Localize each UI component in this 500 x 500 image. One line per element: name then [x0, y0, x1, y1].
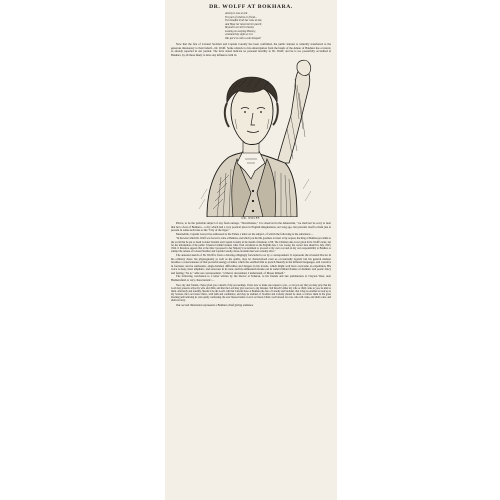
quoted-letter: "In the letter which Dr. Wolff was forced to write at Bokhara, and which you had the goodness to insert at my request, the King of Bokhara proclaims to the world that he put to death Colonel Stoddart and Captain Conolly in the month of Ramzan, 1259. The Christian date is not given in Dr. Wolff's letter, but for the information of the public I inserted within brackets what I had calculated as the Englsih date. I was wrong; the correct date should be July, 1843, 1842. It therefore appears that at the time I proposed to her Majesty's Government to proceed at my own cost and on my own responsibility to Bokhara to attempt the release of Colonel Stoddart and Captain Conolly, those excellent men were actually alive.": [171, 237, 331, 253]
article-body-bottom: [165, 222, 337, 302]
head: [231, 85, 273, 145]
portrait-illustration: [171, 59, 331, 217]
coat-button: [252, 190, 254, 192]
paragraph: The following conclusion to a letter written by the Doctor at Teheran, to his friends and late parishioners at Clayton West, near Huddersfield, is very characteristic:—: [171, 274, 331, 282]
figure-caption: DR. WOLFF.: [241, 217, 261, 221]
poem-line: Was par'd on with a calm Despair!: [225, 36, 262, 40]
paragraph: Now that the fate of Colonel Stoddart and Captain Conolly has been confirmed, the public interest is naturally transferred to the generous missionary to their behalf—Dr. Wolff. Some obstacle to his emancipation from the hands of the Ameer of Bokhara has occurred, as already reported in our journal. The facts stated indicate no personal hostility to Dr. Wolff; and he is too powerfully accredited at Bokhara, by all those likely to have any influence with its: [171, 42, 331, 57]
coat-button: [252, 200, 254, 202]
paragraph: The annexed sketch of Dr. Wolff is from a drawing obligingly forwarded to us by a correspondent. It represents the reverend Doctor in his ordinary dress: his physiognomy as well as his spirits, may be characterised even as occasionally boyish; but his general manner breathes a consciousness of that powerful energy of mind, which has enabled him to preach fluently in the different languages, and conceive in fourteen; and he surmounts, single-handed, difficulties and dangers in his travels, which might well have overcome an expedition. His voice is deep, most emphatic, and sonorous in its tone; and his enthusiasm breaks out in some brilliant flashes of dramatic and poetic fancy and feeling: "he is," adds our correspondent, "a liberal, descendant, I understand, of Moses himself.": [171, 253, 331, 275]
article-body-top: [165, 43, 337, 57]
raised-hand: [297, 60, 311, 75]
poem-line: For part of relative or friend—: [225, 15, 258, 19]
coat-button: [252, 210, 254, 212]
raised-arm: [277, 67, 310, 163]
poem-line: Anxiety is now at end: [225, 12, 248, 15]
poem-line: Leaning on weeping Memory,: [225, 29, 256, 33]
newspaper-page: [165, 0, 337, 500]
poem-line: A melancholy sight we s'ee: [225, 33, 253, 36]
article-title: DR. WOLFF AT BOKHARA.: [209, 4, 293, 10]
poem-line: Beyond it are still Certainty: [225, 26, 254, 29]
paragraph: Prince, to be the probable subject of any fresh outrage. "Nevertheless," it is observed in the Athenæum, "we shall not be sorry to hear that he is clear of Bokhara—a city which had a very poetical place in English imaginations, not long ago, but prevents itself to them just at present in some such idea as the "City of the Ogre.": [171, 221, 331, 233]
poem-line: And Hope her latest barrier pass'd;: [225, 22, 262, 26]
doctor-letter: Now, my dear friends, I have given you a sketch of my proceedings. I have now to make one request to you—to let you say that you may pray that the Lord may preserve alive my wife and child, and that the Lord may give success to my mission. Tell Knoch? either my wife or child come to you, be kind to them. And lastly and fourthly, Should it be the Lord's will that I should have at Bokhara the fate of Conolly and Stoddart, that I may be enabled to look up to my Saviour, the Lord Jesus Christ, with faith and confidence; and may be enabled, if Stoddart and Conolly should be dead, to follow them in the great morning and believing in, and openly confessing, the ever blessed name of our Lord Jesus Christ, God blessed for ever, who will come, and shall come, and shall not tarry.: [171, 283, 331, 303]
portrait-engraving: [171, 59, 331, 217]
poem-line: The dreadful truth has come at last,: [225, 19, 263, 22]
paragraph: Meanwhile, Captain Grover has addressed to the Times a letter on the subject, of which the following is the substance:—: [176, 231, 314, 236]
poem: [225, 12, 337, 40]
closing-line: Our second illustration represents a Bokhara chief giving audience.: [176, 303, 254, 308]
